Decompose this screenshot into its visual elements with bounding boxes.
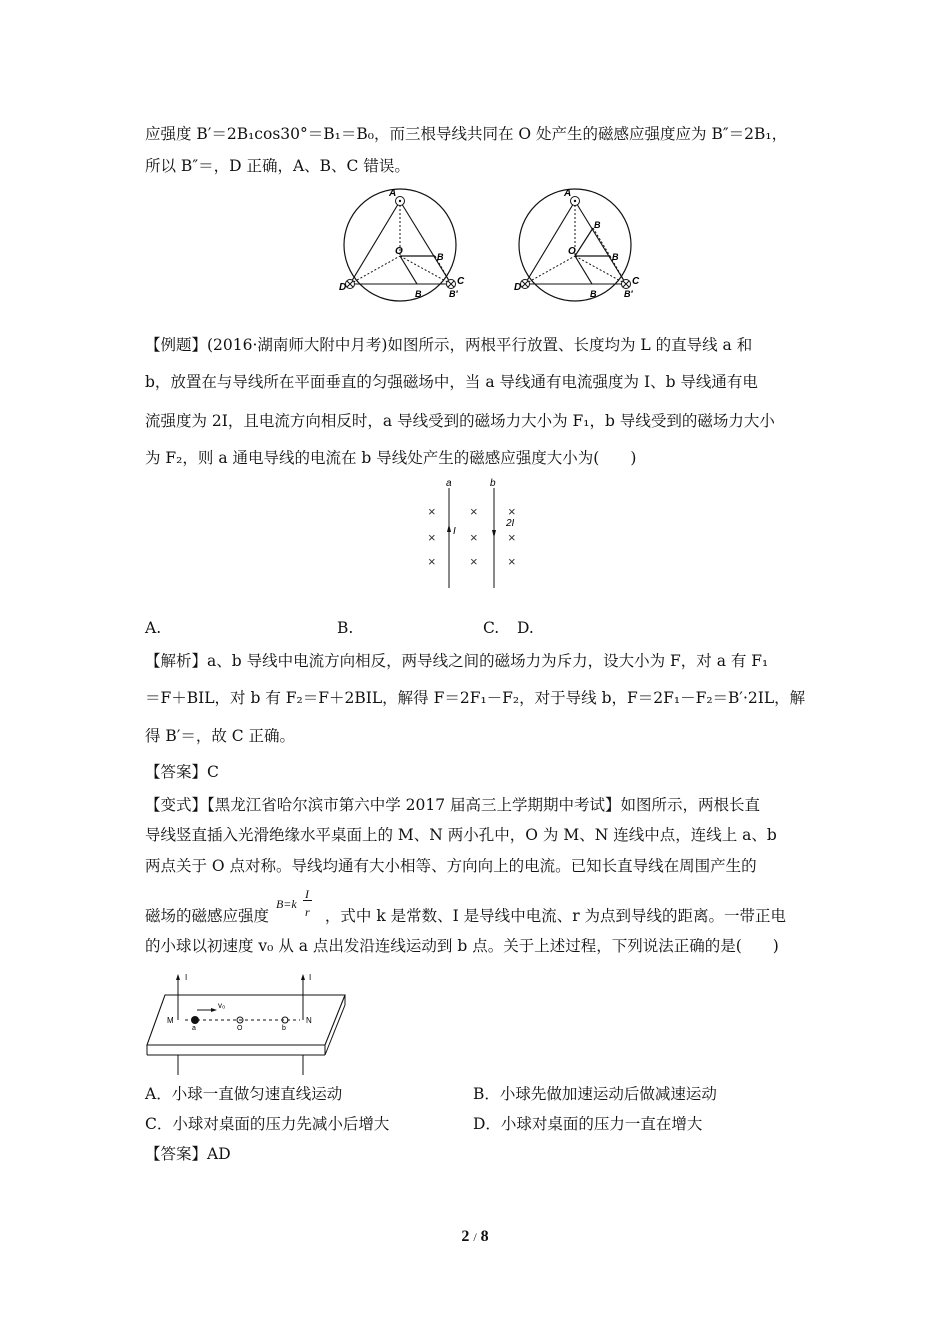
variant-option-b: B．小球先做加速运动后做减速运动	[473, 1085, 717, 1103]
variant-option-c: C．小球对桌面的压力先减小后增大	[145, 1115, 390, 1133]
field-cross: ×	[508, 504, 516, 519]
label-b1-top: B	[594, 220, 601, 230]
formula-lhs: B=k	[275, 897, 297, 911]
current-i-label: I	[453, 526, 456, 537]
text-line-4: b，放置在与导线所在平面垂直的匀强磁场中，当 a 导线通有电流强度为 I、b 导线通有电	[145, 373, 758, 391]
field-cross: ×	[470, 504, 478, 519]
wire-a-label: a	[446, 478, 452, 489]
label-b1-bottom: B	[415, 289, 422, 299]
text-line-2: 所以 B″＝，D 正确，A、B、C 错误。	[145, 157, 410, 175]
text-line-9: 得 B′＝，故 C 正确。	[145, 727, 296, 745]
velocity-label: v₀	[218, 1001, 226, 1010]
page-separator: /	[473, 1230, 477, 1244]
label-a: A	[389, 188, 397, 199]
text-line-7: 【解析】a、b 导线中电流方向相反，两导线之间的磁场力为斥力，设大小为 F，对 a 有 F₁	[145, 652, 769, 670]
circle-diagram-right	[514, 188, 640, 301]
text-line-8: ＝F＋BIL，对 b 有 F₂＝F＋2BIL，解得 F＝2F₁－F₂，对于导线 b，F＝2F₁－F₂＝B′·2IL，解	[145, 689, 806, 707]
label-bprime: B′	[449, 289, 458, 299]
formula-den: r	[304, 905, 310, 919]
label-c-2: C	[632, 276, 640, 287]
example-option-c: C.	[483, 619, 500, 637]
formula-suffix: ，式中 k 是常数、I 是导线中电流、r 为点到导线的距离。一带正电	[324, 907, 787, 925]
answer-1: 【答案】C	[145, 763, 219, 781]
point-b-label: b	[282, 1025, 286, 1032]
example-option-b: B.	[337, 619, 354, 637]
text-line-10: 【变式】【黑龙江省哈尔滨市第六中学 2017 届高三上学期期中考试】如图所示，两根长直	[145, 796, 761, 814]
answer-2: 【答案】AD	[145, 1145, 231, 1163]
label-o: O	[395, 246, 403, 257]
text-line-11: 导线竖直插入光滑绝缘水平桌面上的 M、N 两小孔中，O 为 M、N 连线中点，连线上 a、b	[145, 826, 777, 844]
formula-line	[145, 887, 787, 926]
label-b1-bottom-2: B	[590, 289, 597, 299]
hole-m-label: M	[167, 1016, 174, 1025]
field-cross: ×	[470, 530, 478, 545]
example-option-a: A.	[145, 619, 162, 637]
text-line-6: 为 F₂，则 a 通电导线的电流在 b 导线处产生的磁感应强度大小为( )	[145, 449, 637, 467]
page-number	[0, 1228, 950, 1246]
variant-option-d: D．小球对桌面的压力一直在增大	[473, 1115, 703, 1133]
label-o-2: O	[568, 246, 576, 257]
label-c: C	[457, 276, 465, 287]
text-line-1: 应强度 B′＝2B₁cos30°＝B₁＝B₀，而三根导线共同在 O 处产生的磁感应强度应为 B″＝2B₁，	[145, 125, 788, 143]
figure-wires	[420, 476, 530, 591]
field-cross: ×	[508, 554, 516, 569]
field-cross: ×	[428, 530, 436, 545]
formula-prefix: 磁场的磁感应强度	[145, 907, 270, 925]
text-line-13: 的小球以初速度 v₀ 从 a 点出发沿连线运动到 b 点。关于上述过程，下列说法正确的是( )	[145, 937, 779, 955]
text-line-12: 两点关于 O 点对称。导线均通有大小相等、方向向上的电流。已知长直导线在周围产生的	[145, 857, 757, 875]
circle-diagram-left	[339, 188, 465, 301]
wire-b-label: b	[490, 478, 496, 489]
figure-circles	[335, 184, 645, 309]
hole-n-label: N	[306, 1016, 312, 1025]
label-a-2: A	[564, 188, 572, 199]
current-label-right: I	[309, 973, 312, 982]
field-cross: ×	[428, 504, 436, 519]
point-a-label: a	[192, 1025, 196, 1032]
field-cross: ×	[508, 530, 516, 545]
label-d-2: D	[514, 282, 522, 293]
label-bprime-2: B′	[624, 289, 633, 299]
point-o-label: O	[237, 1025, 243, 1032]
variant-option-a: A．小球一直做匀速直线运动	[145, 1085, 343, 1103]
example-option-d: D.	[517, 619, 534, 637]
current-label-left: I	[185, 973, 188, 982]
current-2i-label: 2I	[506, 518, 515, 529]
label-b1-2: B	[612, 252, 619, 262]
formula-num: I	[304, 887, 309, 901]
page-current: 2	[461, 1228, 470, 1245]
field-cross: ×	[470, 554, 478, 569]
label-b1: B	[437, 252, 444, 262]
page-total: 8	[480, 1228, 489, 1245]
text-line-5: 流强度为 2I，且电流方向相反时，a 导线受到的磁场力大小为 F₁，b 导线受到的磁场力大小	[145, 412, 775, 430]
figure-table	[145, 970, 350, 1080]
formula	[274, 887, 320, 926]
label-d: D	[339, 282, 347, 293]
field-cross: ×	[428, 554, 436, 569]
text-line-3: 【例题】(2016·湖南师大附中月考)如图所示，两根平行放置、长度均为 L 的直导线 a 和	[145, 336, 753, 354]
